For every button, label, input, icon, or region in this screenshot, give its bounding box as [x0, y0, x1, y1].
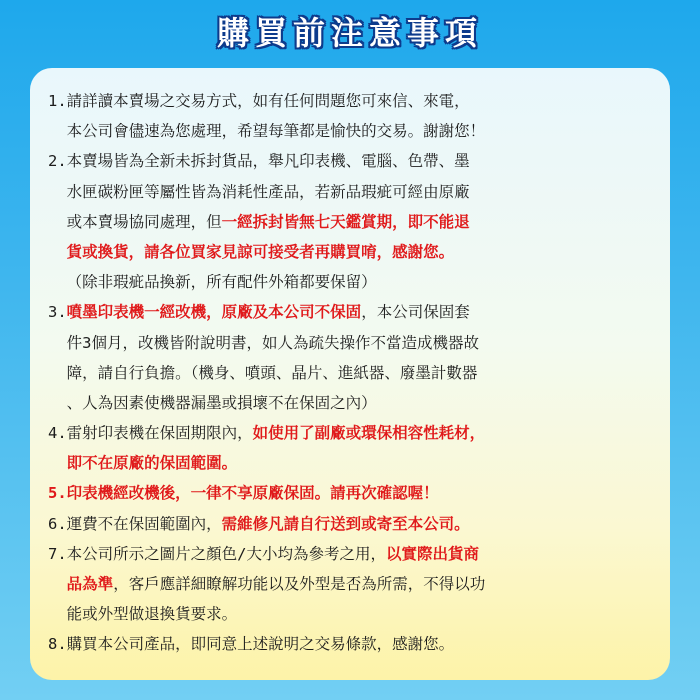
- notice-item-6-line-1: [48, 509, 648, 539]
- notice-item-1-line-2: 本公司會儘速為您處理，希望每筆都是愉快的交易。謝謝您！: [48, 122, 486, 141]
- indent: [48, 575, 67, 593]
- page-title: 購買前注意事項: [216, 14, 483, 52]
- warning-text: 需維修凡請自行送到或寄至本公司。: [221, 514, 470, 533]
- notice-list: [48, 86, 648, 660]
- item-number: 3.: [48, 303, 67, 322]
- notice-item-2-line-4: 貨或換貨，請各位買家見諒可接受者再購買唷，感謝您。: [48, 242, 455, 261]
- notice-text: 或本賣場協同處理，但: [48, 212, 222, 231]
- warning-text: 品為準: [66, 575, 114, 593]
- warning-text: 如使用了副廠或環保相容性耗材，: [252, 424, 486, 443]
- notice-item-7-line-1: [48, 539, 648, 569]
- notice-text: 7.本公司所示之圖片之顏色/大小均為參考之用，: [48, 544, 386, 563]
- notice-item-3-line-3: 障，請自行負擔。（機身、噴頭、晶片、進紙器、廢墨計數器: [48, 363, 478, 382]
- warning-text: 以實際出貨商: [386, 544, 480, 563]
- notice-item-3-line-1: [48, 297, 648, 327]
- notice-item-5-line-1: 5.印表機經改機後，一律不享原廠保固。請再次確認喔！: [48, 484, 439, 503]
- warning-text: 一經拆封皆無七天鑑賞期，即不能退: [221, 212, 470, 231]
- notice-item-2-line-1: 2.本賣場皆為全新未拆封貨品，舉凡印表機、電腦、色帶、墨: [48, 152, 470, 171]
- notice-item-2-line-5: （除非瑕疵品換新，所有配件外箱都要保留）: [48, 273, 377, 292]
- notice-item-1-line-1: 1.請詳讀本賣場之交易方式，如有任何問題您可來信、來電，: [48, 92, 470, 110]
- notice-item-4-line-2: 即不在原廠的保固範圍。: [48, 454, 238, 473]
- notice-item-7-line-3: 能或外型做退換貨要求。: [48, 605, 238, 624]
- warning-text: 噴墨印表機一經改機，原廠及本公司不保固: [66, 303, 362, 322]
- notice-item-7-line-2: [48, 569, 648, 599]
- notice-item-3-line-2: 件3個月，改機皆附說明書，如人為疏失操作不當造成機器故: [48, 333, 479, 352]
- notice-item-3-line-4: 、人為因素使機器漏墨或損壞不在保固之內）: [48, 393, 377, 412]
- notice-item-2-line-2: 水匣碳粉匣等屬性皆為消耗性產品，若新品瑕疵可經由原廠: [48, 182, 470, 201]
- notice-item-8-line-1: 8.購買本公司產品，即同意上述說明之交易條款，感謝您。: [48, 635, 455, 654]
- notice-text: ，本公司保固套: [361, 303, 470, 322]
- notice-text: ，客戶應詳細瞭解功能以及外型是否為所需，不得以功: [113, 575, 486, 593]
- notice-item-4-line-1: [48, 418, 648, 448]
- notice-text: 6.運費不在保固範圍內，: [48, 514, 222, 533]
- notice-item-2-line-3: [48, 207, 648, 237]
- notice-text: 4.雷射印表機在保固期限內，: [48, 424, 253, 443]
